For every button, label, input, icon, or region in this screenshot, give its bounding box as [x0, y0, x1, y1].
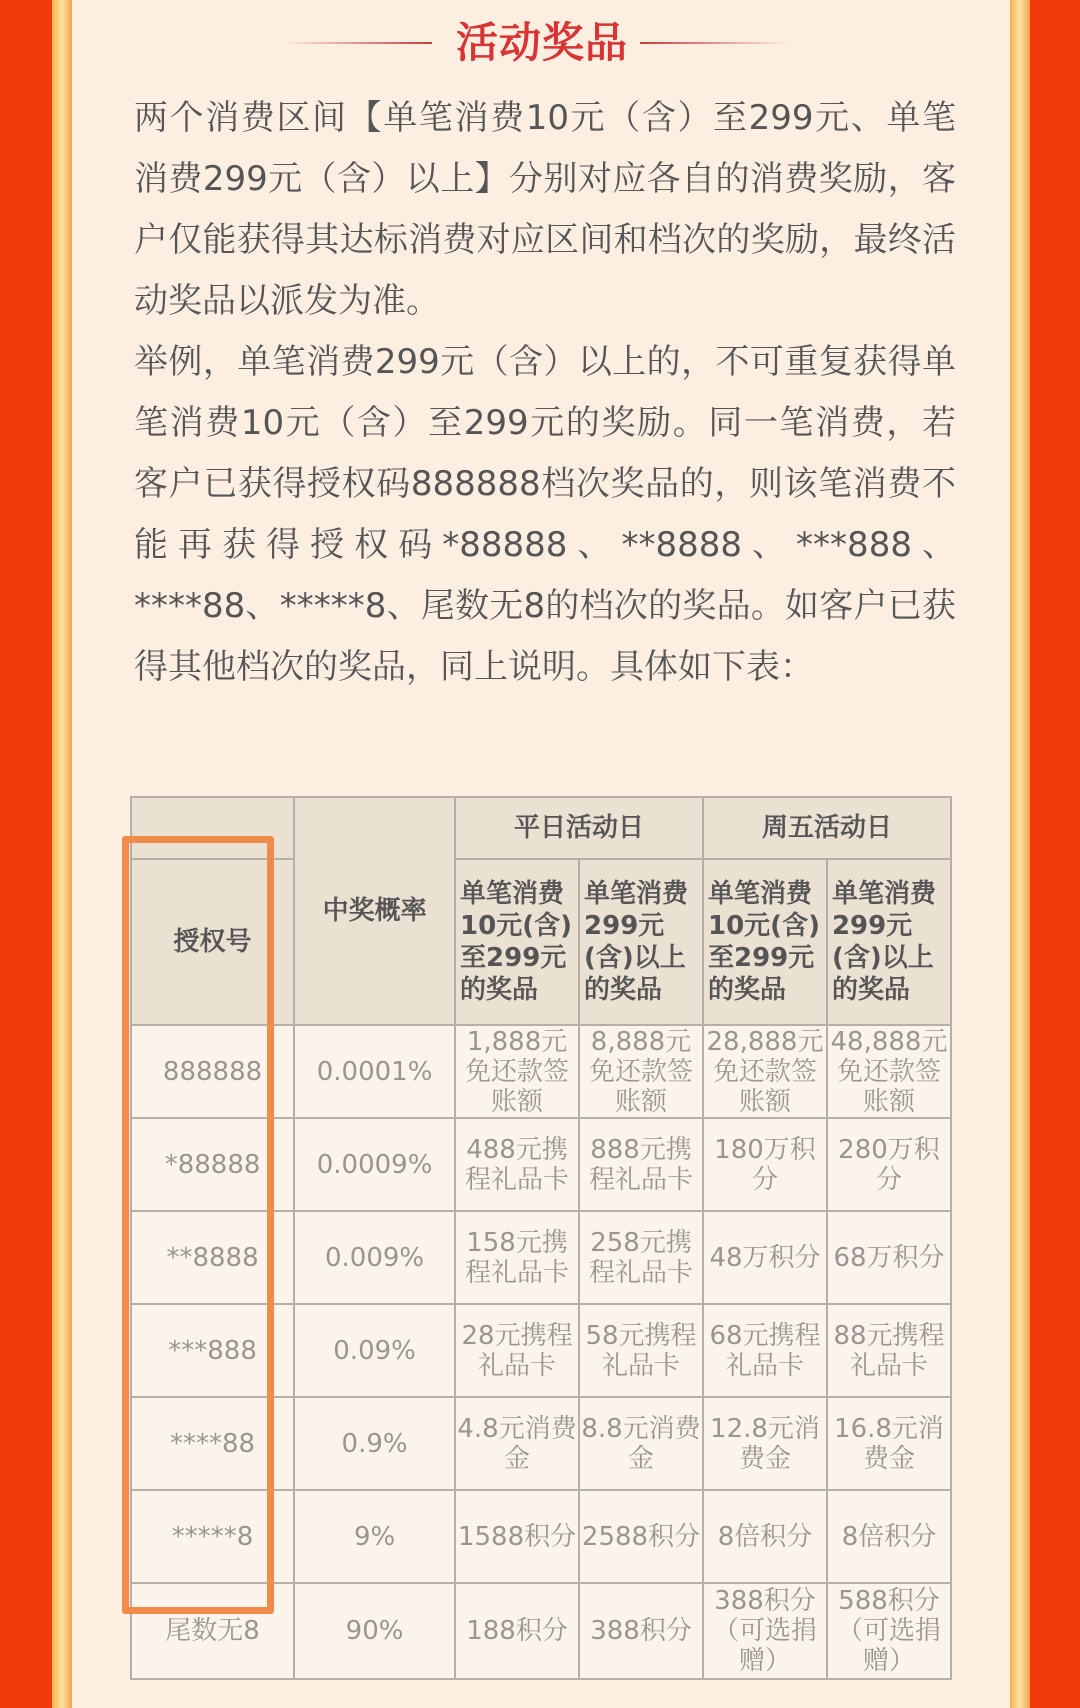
- cell-probability: 90%: [294, 1583, 455, 1679]
- cell-weekday-low: 488元携程礼品卡: [455, 1118, 579, 1211]
- table-header-row: [131, 797, 951, 859]
- subheader-weekday-low: 单笔消费10元(含)至299元的奖品: [455, 859, 579, 1025]
- cell-probability: 0.0001%: [294, 1025, 455, 1118]
- table-row: [131, 1583, 951, 1679]
- cell-friday-high: 88元携程礼品卡: [827, 1304, 951, 1397]
- cell-weekday-high: 258元携程礼品卡: [579, 1211, 703, 1304]
- rules-description: [134, 88, 956, 698]
- header-weekday: 平日活动日: [455, 797, 703, 859]
- subheader-weekday-high: 单笔消费299元(含)以上的奖品: [579, 859, 703, 1025]
- table-subheader-row: [131, 859, 951, 1025]
- cell-friday-high: 588积分（可选捐赠）: [827, 1583, 951, 1679]
- table-row: [131, 1490, 951, 1583]
- cell-friday-low: 12.8元消费金: [703, 1397, 827, 1490]
- cell-weekday-low: 1,888元免还款签账额: [455, 1025, 579, 1118]
- cell-auth-code: *****8: [131, 1490, 294, 1583]
- cell-friday-high: 48,888元免还款签账额: [827, 1025, 951, 1118]
- left-gold-border: [52, 0, 72, 1708]
- cell-weekday-high: 8,888元免还款签账额: [579, 1025, 703, 1118]
- content-panel: [72, 0, 1010, 1708]
- header-friday: 周五活动日: [703, 797, 951, 859]
- table-row: [131, 1118, 951, 1211]
- cell-friday-high: 8倍积分: [827, 1490, 951, 1583]
- cell-weekday-high: 388积分: [579, 1583, 703, 1679]
- cell-friday-high: 16.8元消费金: [827, 1397, 951, 1490]
- rules-paragraph-1: 两个消费区间【单笔消费10元（含）至299元、单笔消费299元（含）以上】分别对应各自的消费奖励，客户仅能获得其达标消费对应区间和档次的奖励，最终活动奖品以派发为准。: [134, 98, 956, 321]
- table-row: [131, 1304, 951, 1397]
- cell-friday-low: 388积分（可选捐赠）: [703, 1583, 827, 1679]
- cell-friday-high: 280万积分: [827, 1118, 951, 1211]
- table-row: [131, 1397, 951, 1490]
- table-row: [131, 1211, 951, 1304]
- cell-auth-code: ****88: [131, 1397, 294, 1490]
- cell-weekday-low: 158元携程礼品卡: [455, 1211, 579, 1304]
- cell-auth-code: 尾数无8: [131, 1583, 294, 1679]
- header-auth-code: 授权号: [131, 859, 294, 1025]
- title-decor-line-right: [640, 42, 790, 44]
- cell-weekday-high: 2588积分: [579, 1490, 703, 1583]
- table-row: [131, 1025, 951, 1118]
- cell-friday-high: 68万积分: [827, 1211, 951, 1304]
- cell-auth-code: *88888: [131, 1118, 294, 1211]
- cell-friday-low: 8倍积分: [703, 1490, 827, 1583]
- section-title: 活动奖品: [455, 18, 628, 67]
- cell-probability: 0.009%: [294, 1211, 455, 1304]
- cell-weekday-high: 58元携程礼品卡: [579, 1304, 703, 1397]
- subheader-friday-low: 单笔消费10元(含)至299元的奖品: [703, 859, 827, 1025]
- right-gold-border: [1010, 0, 1030, 1708]
- rules-paragraph-2: 举例，单笔消费299元（含）以上的，不可重复获得单笔消费10元（含）至299元的奖励。同一笔消费，若客户已获得授权码888888档次奖品的，则该笔消费不能再获得授权码*88888、**8888、***888、****88、*****8、尾数无8的档次的奖品。如客户已获得其他档次的奖品，同上说明。具体如下表：: [134, 342, 956, 687]
- cell-weekday-low: 188积分: [455, 1583, 579, 1679]
- cell-probability: 0.0009%: [294, 1118, 455, 1211]
- cell-friday-low: 180万积分: [703, 1118, 827, 1211]
- cell-auth-code: **8888: [131, 1211, 294, 1304]
- cell-friday-low: 48万积分: [703, 1211, 827, 1304]
- cell-friday-low: 68元携程礼品卡: [703, 1304, 827, 1397]
- cell-weekday-low: 1588积分: [455, 1490, 579, 1583]
- cell-probability: 9%: [294, 1490, 455, 1583]
- cell-weekday-high: 8.8元消费金: [579, 1397, 703, 1490]
- cell-friday-low: 28,888元免还款签账额: [703, 1025, 827, 1118]
- cell-weekday-low: 4.8元消费金: [455, 1397, 579, 1490]
- title-decor-line-left: [282, 42, 432, 44]
- subheader-friday-high: 单笔消费299元(含)以上的奖品: [827, 859, 951, 1025]
- header-probability: 中奖概率: [294, 797, 455, 1025]
- prize-table: [130, 796, 952, 1680]
- cell-auth-code: 888888: [131, 1025, 294, 1118]
- cell-weekday-low: 28元携程礼品卡: [455, 1304, 579, 1397]
- cell-weekday-high: 888元携程礼品卡: [579, 1118, 703, 1211]
- header-corner-cell: [131, 797, 294, 859]
- cell-probability: 0.09%: [294, 1304, 455, 1397]
- cell-auth-code: ***888: [131, 1304, 294, 1397]
- section-header: [72, 8, 1010, 70]
- cell-probability: 0.9%: [294, 1397, 455, 1490]
